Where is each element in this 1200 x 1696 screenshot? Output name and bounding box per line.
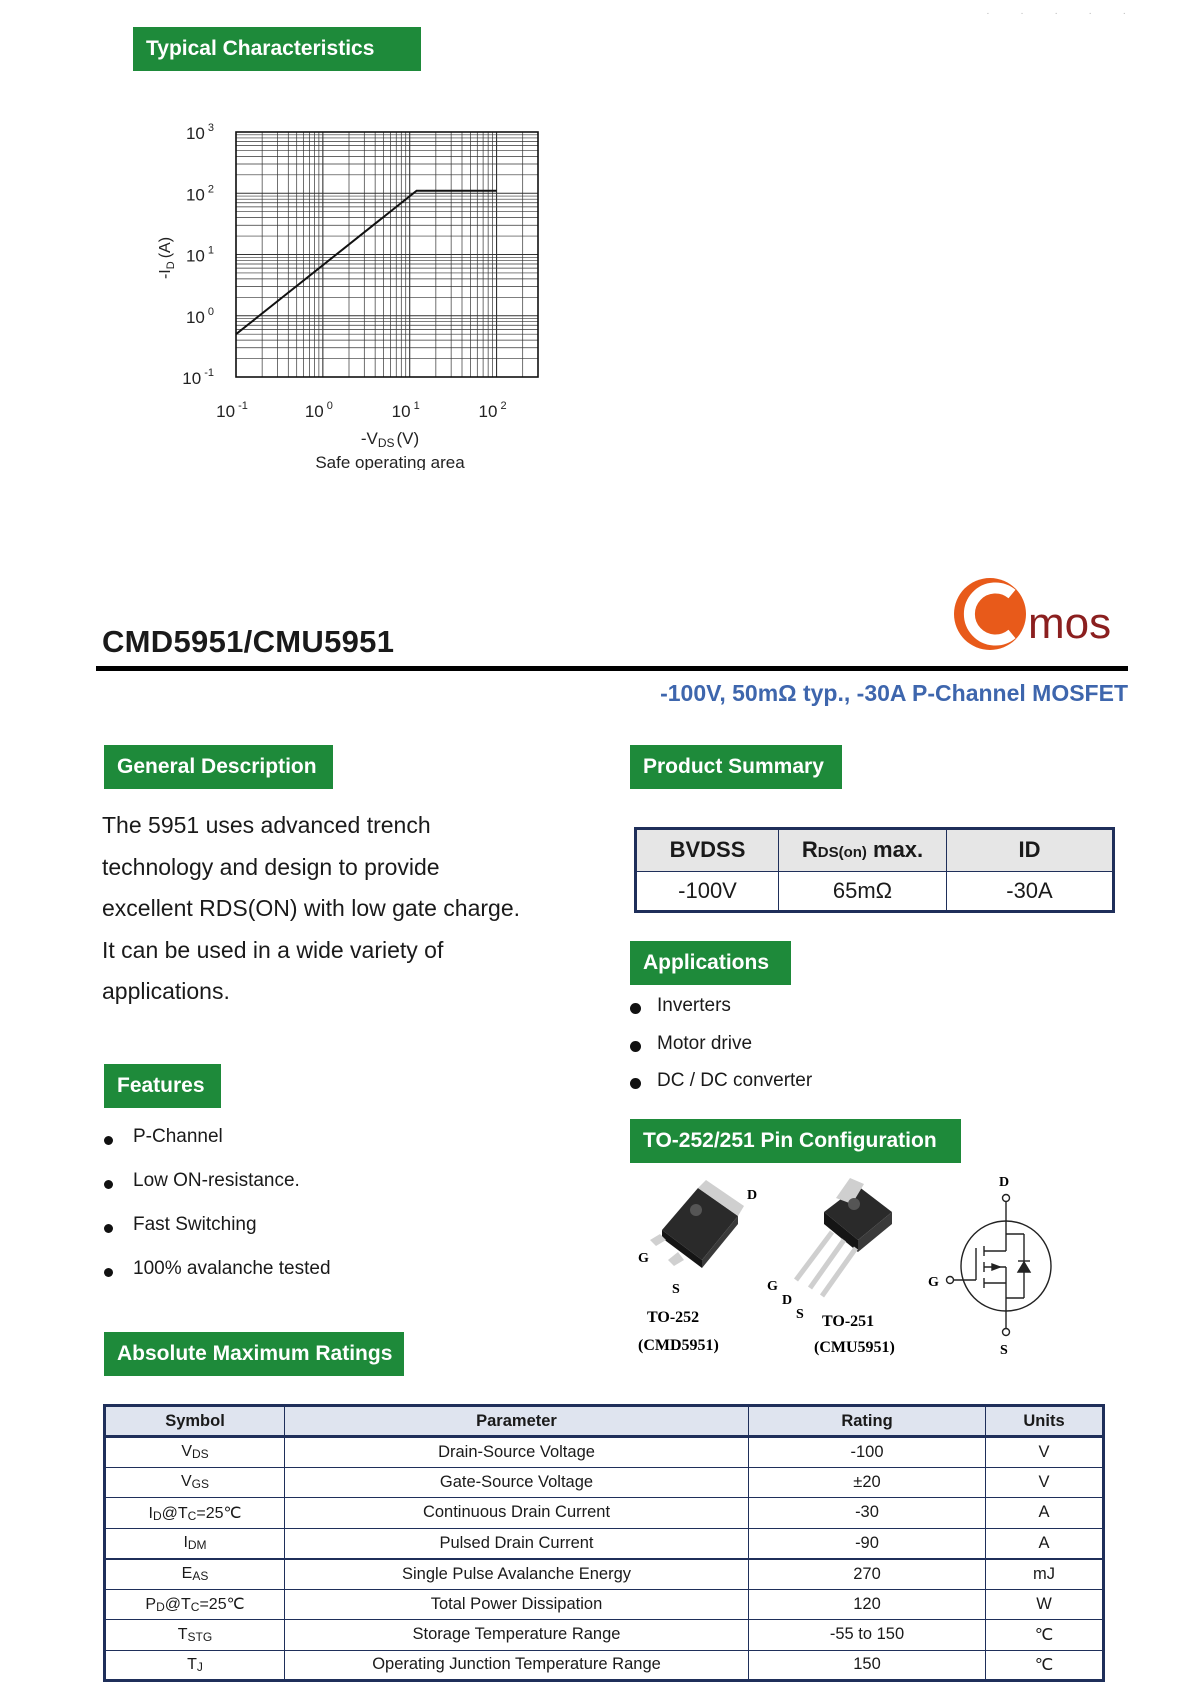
unit-cell: W: [986, 1589, 1104, 1620]
to252-pin-s: S: [672, 1282, 680, 1297]
list-item: P-Channel: [104, 1126, 331, 1170]
table-row: [105, 1528, 1104, 1559]
x-axis-label: [361, 429, 419, 450]
y-tick-labels: [182, 122, 214, 388]
symbol-sub: D: [152, 1508, 162, 1523]
y-tick-label: [186, 183, 214, 204]
parameter-cell: Continuous Drain Current: [285, 1498, 749, 1529]
abs-header-row: [105, 1406, 1104, 1437]
to252-part: (CMD5951): [638, 1337, 719, 1354]
table-row: [105, 1437, 1104, 1468]
y-axis-label-unit: (A): [157, 236, 174, 259]
product-summary-table: [634, 827, 1115, 913]
symbol-main: P: [145, 1596, 157, 1614]
x-tick-label: [392, 400, 420, 421]
symbol-cell: [105, 1559, 285, 1590]
chart-caption: Safe operating area: [315, 453, 465, 470]
parameter-cell: Single Pulse Avalanche Energy: [285, 1559, 749, 1590]
x-axis-label-unit: (V): [396, 429, 420, 448]
symbol-tail: @T: [161, 1504, 188, 1522]
cmos-logo: [950, 572, 1125, 657]
rating-cell: -55 to 150: [749, 1620, 986, 1651]
to251-package-icon: [767, 1178, 895, 1356]
list-item: Fast Switching: [104, 1214, 331, 1258]
tick-base: 10: [391, 402, 411, 421]
summary-header-id: ID: [947, 829, 1114, 872]
summary-value-bvdss: -100V: [636, 871, 779, 911]
mosfet-symbol-icon: [947, 1195, 1052, 1336]
tick-base: 10: [185, 307, 205, 327]
y-tick-label: [186, 306, 214, 327]
summary-header-bvdss: BVDSS: [636, 829, 779, 872]
to251-name: TO-251: [822, 1313, 875, 1330]
tick-exponent: -1: [238, 400, 248, 412]
list-item: DC / DC converter: [630, 1070, 812, 1108]
tick-exponent: 1: [207, 244, 214, 257]
symbol-sub: J: [196, 1659, 203, 1674]
rating-cell: -100: [749, 1437, 986, 1468]
applications-tag: Applications: [630, 941, 791, 985]
symbol-main: I: [183, 1534, 188, 1551]
x-axis-label-main: -V: [360, 429, 378, 448]
symbol-main: T: [177, 1625, 188, 1643]
table-row: [105, 1467, 1104, 1498]
symbol-main: V: [180, 1473, 192, 1491]
header-rule: [96, 666, 1128, 671]
parameter-cell: Pulsed Drain Current: [285, 1528, 749, 1559]
symbol-main: I: [148, 1504, 153, 1522]
to251-pin-g: G: [767, 1279, 778, 1294]
symbol-cell: [105, 1467, 285, 1498]
summary-value-row: [636, 871, 1114, 911]
to251-pin-s: S: [796, 1307, 804, 1322]
symbol-sub2: C: [190, 1600, 200, 1615]
unit-cell: ℃: [986, 1650, 1104, 1681]
tick-base: 10: [304, 402, 324, 421]
y-axis-label: [157, 237, 177, 279]
tick-exponent: 2: [500, 400, 507, 412]
table-row: [105, 1650, 1104, 1681]
list-item: Inverters: [630, 995, 812, 1033]
to252-pin-g: G: [638, 1251, 649, 1266]
symbol-main: T: [187, 1655, 197, 1673]
symbol-pin-g: G: [928, 1275, 939, 1290]
tick-base: 10: [185, 246, 205, 266]
x-axis-label-sub: DS: [377, 436, 395, 450]
symbol-main: V: [181, 1443, 192, 1461]
table-row: [105, 1498, 1104, 1529]
absolute-maximum-ratings-table: [103, 1404, 1105, 1682]
rds-sub: DS(on): [817, 844, 867, 862]
chart-grid: [236, 132, 538, 377]
parameter-cell: Drain-Source Voltage: [285, 1437, 749, 1468]
summary-value-id: -30A: [947, 871, 1114, 911]
symbol-main: E: [181, 1565, 193, 1582]
symbol-sub: DS: [192, 1447, 209, 1462]
abs-header-symbol: Symbol: [105, 1406, 285, 1437]
symbol-cell: [105, 1620, 285, 1651]
features-list: [104, 1126, 331, 1302]
x-tick-label: [305, 400, 333, 421]
summary-value-rds: 65mΩ: [779, 871, 947, 911]
tick-exponent: 2: [207, 183, 214, 196]
list-item: Low ON-resistance.: [104, 1170, 331, 1214]
to252-name: TO-252: [647, 1309, 700, 1326]
tick-base: 10: [216, 402, 236, 421]
product-summary-tag: Product Summary: [630, 745, 842, 789]
y-tick-label: [182, 367, 214, 388]
symbol-sub: GS: [191, 1477, 209, 1492]
list-item: Motor drive: [630, 1033, 812, 1071]
tick-base: 10: [185, 124, 205, 143]
rating-cell: -30: [749, 1498, 986, 1529]
symbol-sub: D: [156, 1600, 165, 1615]
x-tick-labels: [216, 400, 506, 421]
y-axis-label-sub: D: [165, 261, 177, 270]
symbol-cell: [105, 1650, 285, 1681]
to251-pin-d: D: [782, 1293, 793, 1308]
y-axis-label-main: -I: [157, 269, 174, 280]
to252-package-icon: [638, 1180, 757, 1354]
parameter-cell: Gate-Source Voltage: [285, 1467, 749, 1498]
safe-operating-area-chart: [140, 110, 560, 470]
tick-exponent: 1: [413, 400, 420, 412]
pin-configuration-diagram: [626, 1168, 1076, 1368]
rating-cell: ±20: [749, 1467, 986, 1498]
parameter-cell: Storage Temperature Range: [285, 1620, 749, 1651]
soa-series-line: [236, 191, 497, 335]
symbol-cell: [105, 1437, 285, 1468]
symbol-sub: AS: [192, 1569, 209, 1583]
unit-cell: V: [986, 1467, 1104, 1498]
tick-base: 10: [478, 402, 498, 421]
y-tick-label: [186, 245, 214, 266]
unit-cell: ℃: [986, 1620, 1104, 1651]
symbol-sub: DM: [187, 1538, 207, 1552]
unit-cell: V: [986, 1437, 1104, 1468]
symbol-tail2: =25℃: [196, 1504, 242, 1522]
typical-characteristics-tag: Typical Characteristics: [133, 27, 421, 71]
top-dots: · · · · ·: [986, 8, 1140, 19]
unit-cell: A: [986, 1498, 1104, 1529]
parameter-cell: Operating Junction Temperature Range: [285, 1650, 749, 1681]
symbol-sub2: C: [187, 1508, 197, 1523]
absolute-maximum-ratings-tag: Absolute Maximum Ratings: [104, 1332, 404, 1376]
svg-text:-ID(A): [157, 237, 177, 279]
list-item: 100% avalanche tested: [104, 1258, 331, 1302]
symbol-pin-s: S: [1000, 1343, 1008, 1358]
abs-header-units: Units: [986, 1406, 1104, 1437]
symbol-cell: [105, 1589, 285, 1620]
logo-text: mos: [1028, 599, 1112, 648]
applications-list: [630, 995, 812, 1108]
symbol-pin-d: D: [999, 1175, 1010, 1190]
part-number: CMD5951/CMU5951: [102, 624, 395, 659]
features-tag: Features: [104, 1064, 221, 1108]
symbol-tail2: =25℃: [199, 1596, 245, 1614]
tick-base: 10: [182, 369, 202, 388]
rating-cell: 270: [749, 1559, 986, 1590]
table-row: [105, 1589, 1104, 1620]
unit-cell: A: [986, 1528, 1104, 1559]
symbol-cell: [105, 1498, 285, 1529]
summary-header-row: [636, 829, 1114, 872]
x-tick-label: [479, 400, 507, 421]
y-tick-label: [186, 122, 214, 143]
summary-header-rds: [779, 829, 947, 872]
tick-base: 10: [185, 185, 205, 205]
tick-exponent: 0: [207, 305, 214, 318]
rds-main: R: [801, 837, 818, 863]
rds-tail: max.: [866, 837, 924, 863]
tick-exponent: 3: [207, 122, 214, 134]
unit-cell: mJ: [986, 1559, 1104, 1590]
general-description-text: The 5951 uses advanced trench technology and design to provide excellent RDS(ON) with low gate charge. It can be used in a wide variety of applications.: [102, 812, 520, 1004]
product-subtitle: -100V, 50mΩ typ., -30A P-Channel MOSFET: [660, 680, 1128, 706]
symbol-tail: @T: [164, 1596, 191, 1614]
to251-part: (CMU5951): [814, 1339, 895, 1356]
tick-exponent: -1: [204, 367, 214, 379]
parameter-cell: Total Power Dissipation: [285, 1589, 749, 1620]
symbol-sub: STG: [187, 1629, 213, 1644]
to252-pin-d: D: [747, 1188, 758, 1203]
rating-cell: 120: [749, 1589, 986, 1620]
tick-exponent: 0: [326, 400, 333, 412]
table-row: [105, 1620, 1104, 1651]
rating-cell: 150: [749, 1650, 986, 1681]
symbol-cell: [105, 1528, 285, 1559]
rating-cell: -90: [749, 1528, 986, 1559]
abs-header-rating: Rating: [749, 1406, 986, 1437]
x-tick-label: [216, 400, 248, 421]
table-row: [105, 1559, 1104, 1590]
general-description-tag: General Description: [104, 745, 333, 789]
abs-header-parameter: Parameter: [285, 1406, 749, 1437]
pin-configuration-tag: TO-252/251 Pin Configuration: [630, 1119, 961, 1163]
